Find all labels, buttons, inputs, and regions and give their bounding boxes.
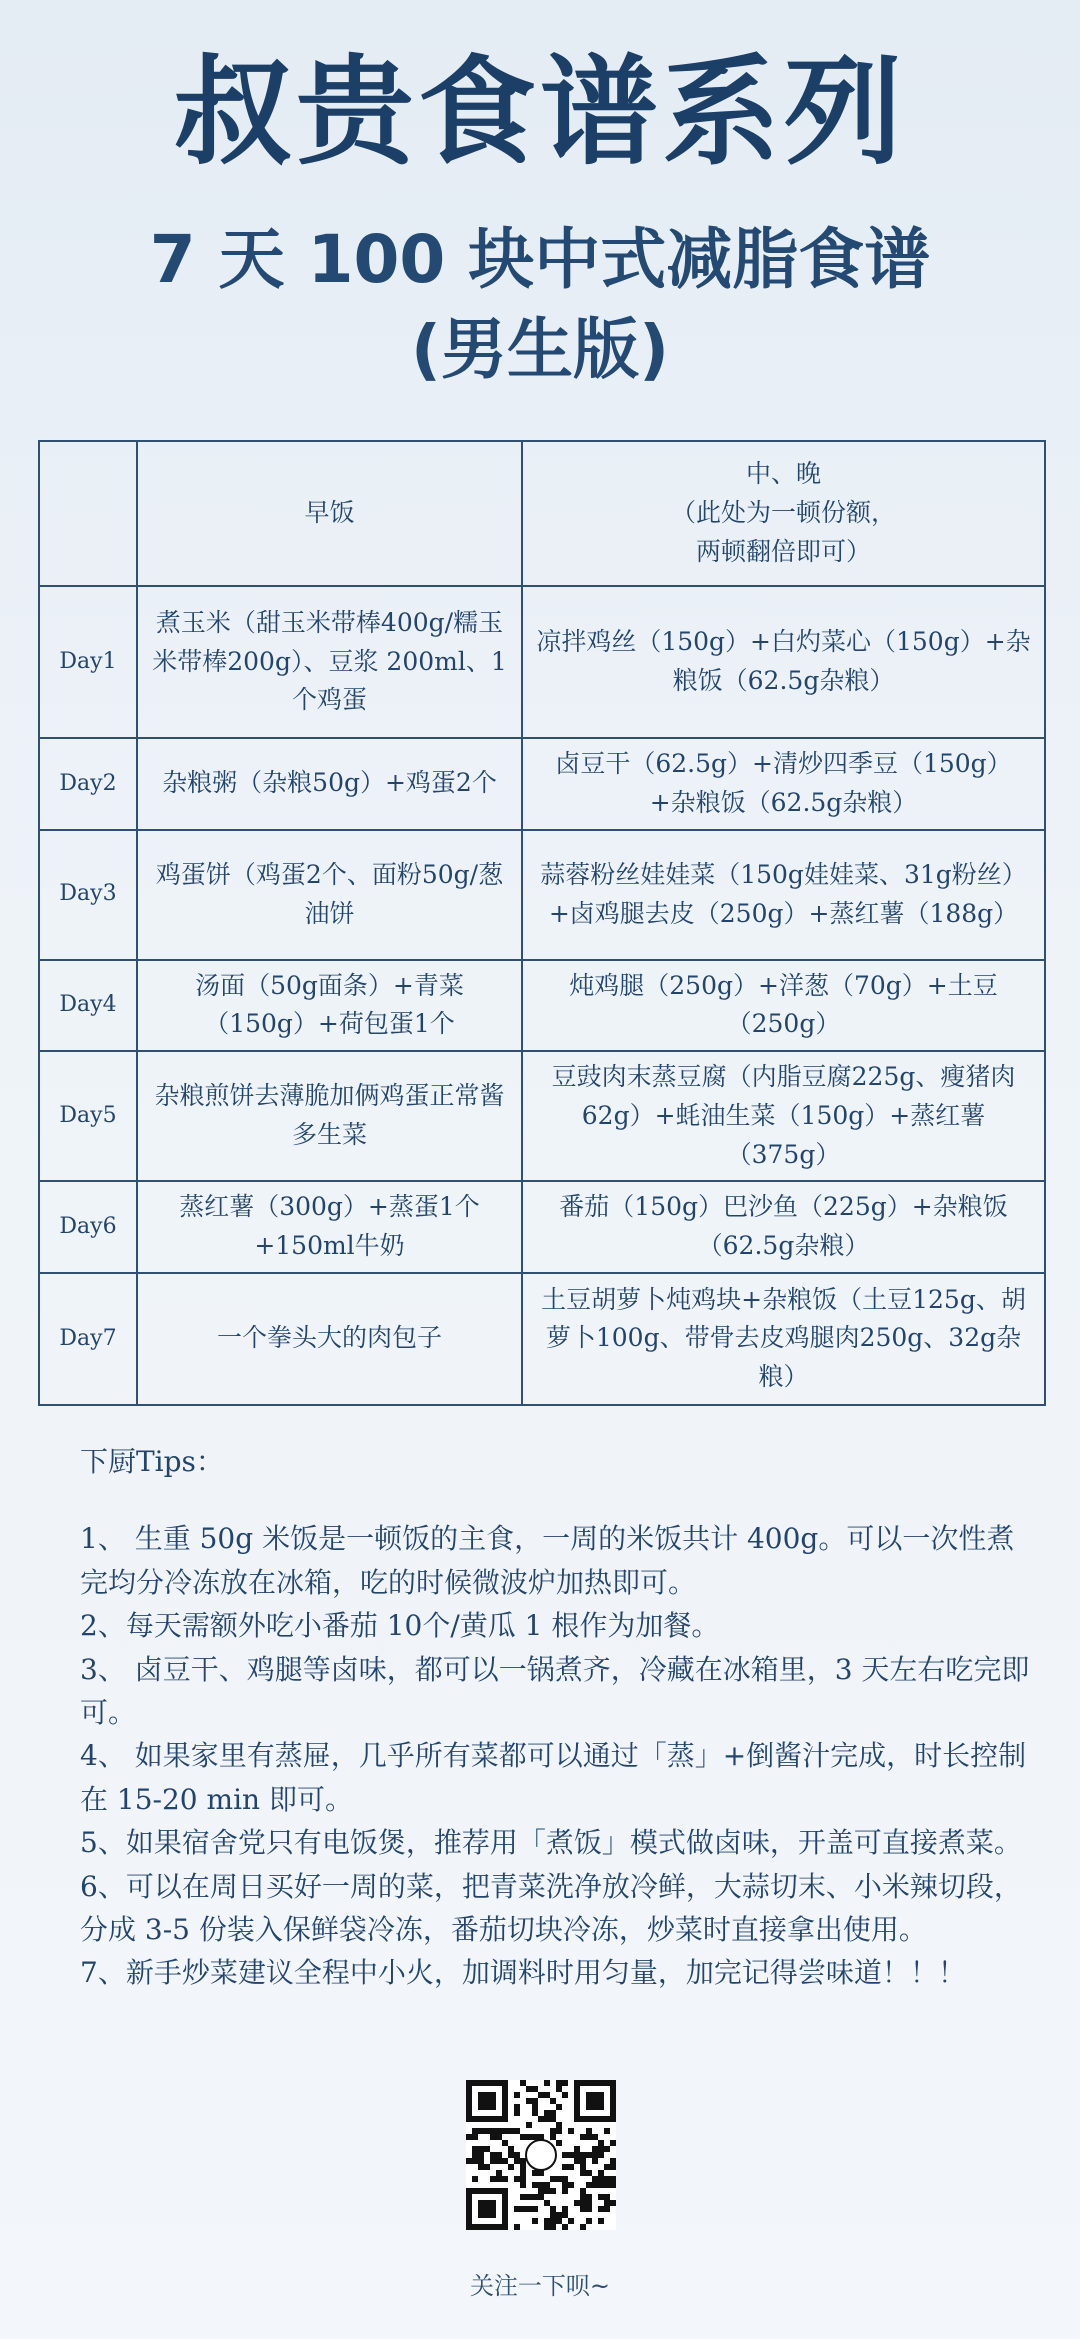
tip-item: 3、 卤豆干、鸡腿等卤味，都可以一锅煮齐，冷藏在冰箱里，3 天左右吃完即可。 [80, 1652, 1030, 1729]
breakfast-cell: 煮玉米（甜玉米带棒400g/糯玉米带棒200g）、豆浆 200ml、1个鸡蛋 [137, 586, 522, 738]
tip-item: 5、如果宿舍党只有电饭煲，推荐用「煮饭」模式做卤味，开盖可直接煮菜。 [80, 1826, 1022, 1860]
day-label: Day3 [39, 830, 137, 960]
dinner-cell: 土豆胡萝卜炖鸡块+杂粮饭（土豆125g、胡萝卜100g、带骨去皮鸡腿肉250g、32g杂粮） [522, 1273, 1045, 1405]
follow-prompt: 关注一下呗~ [469, 2272, 611, 2300]
edition-label: (男生版) [410, 311, 670, 388]
table-row [39, 1181, 1045, 1273]
cooking-tips [80, 1440, 1030, 1995]
table-row [39, 1273, 1045, 1405]
table-row [39, 586, 1045, 738]
dinner-cell: 蒜蓉粉丝娃娃菜（150g娃娃菜、31g粉丝）+卤鸡腿去皮（250g）+蒸红薯（188g） [522, 830, 1045, 960]
dinner-cell: 凉拌鸡丝（150g）+白灼菜心（150g）+杂粮饭（62.5g杂粮） [522, 586, 1045, 738]
header-dinner-note-1: （此处为一顿份额， [670, 498, 896, 528]
day-label: Day1 [39, 586, 137, 738]
tip-item: 4、 如果家里有蒸屉，几乎所有菜都可以通过「蒸」+倒酱汁完成，时长控制在 15-20 min 即可。 [80, 1739, 1027, 1816]
breakfast-cell: 鸡蛋饼（鸡蛋2个、面粉50g/葱油饼 [137, 830, 522, 960]
dinner-cell: 卤豆干（62.5g）+清炒四季豆（150g）+杂粮饭（62.5g杂粮） [522, 738, 1045, 830]
tip-item: 2、每天需额外吃小番茄 10个/黄瓜 1 根作为加餐。 [80, 1609, 720, 1643]
page-title: 叔贵食谱系列 [173, 43, 906, 181]
table-row [39, 738, 1045, 830]
day-label: Day7 [39, 1273, 137, 1405]
header-lunch-dinner [522, 441, 1045, 586]
tip-item: 7、新手炒菜建议全程中小火，加调料时用匀量，加完记得尝味道！！！ [80, 1956, 966, 1990]
day-label: Day5 [39, 1051, 137, 1181]
dinner-cell: 豆豉肉末蒸豆腐（内脂豆腐225g、瘦猪肉62g）+蚝油生菜（150g）+蒸红薯（375g） [522, 1051, 1045, 1181]
table-row [39, 830, 1045, 960]
day-label: Day2 [39, 738, 137, 830]
header-dinner-note-2: 两顿翻倍即可） [695, 536, 871, 566]
header-day-cell [39, 441, 137, 586]
breakfast-cell: 蒸红薯（300g）+蒸蛋1个+150ml牛奶 [137, 1181, 522, 1273]
table-header-row [39, 441, 1045, 586]
day-label: Day6 [39, 1181, 137, 1273]
tips-title: 下厨Tips： [80, 1445, 224, 1478]
table-row [39, 960, 1045, 1052]
header-dinner-title: 中、晚 [745, 459, 821, 489]
breakfast-cell: 杂粮粥（杂粮50g）+鸡蛋2个 [137, 738, 522, 830]
breakfast-cell: 一个拳头大的肉包子 [137, 1273, 522, 1405]
meal-plan-table [38, 440, 1046, 1406]
tip-item: 1、 生重 50g 米饭是一顿饭的主食，一周的米饭共计 400g。可以一次性煮完均分冷冻放在冰箱，吃的时候微波炉加热即可。 [80, 1522, 1015, 1599]
table-row [39, 1051, 1045, 1181]
breakfast-cell: 汤面（50g面条）+青菜（150g）+荷包蛋1个 [137, 960, 522, 1052]
tip-item: 6、可以在周日买好一周的菜，把青菜洗净放冷鲜，大蒜切末、小米辣切段，分成 3-5 份装入保鲜袋冷冻，番茄切块冷冻，炒菜时直接拿出使用。 [80, 1869, 1022, 1946]
page-subtitle: 7 天 100 块中式减脂食谱 [149, 221, 931, 298]
dinner-cell: 炖鸡腿（250g）+洋葱（70g）+土豆（250g） [522, 960, 1045, 1052]
day-label: Day4 [39, 960, 137, 1052]
header-breakfast: 早饭 [137, 441, 522, 586]
breakfast-cell: 杂粮煎饼去薄脆加俩鸡蛋正常酱多生菜 [137, 1051, 522, 1181]
dinner-cell: 番茄（150g）巴沙鱼（225g）+杂粮饭（62.5g杂粮） [522, 1181, 1045, 1273]
qr-code-icon[interactable] [466, 2080, 616, 2230]
